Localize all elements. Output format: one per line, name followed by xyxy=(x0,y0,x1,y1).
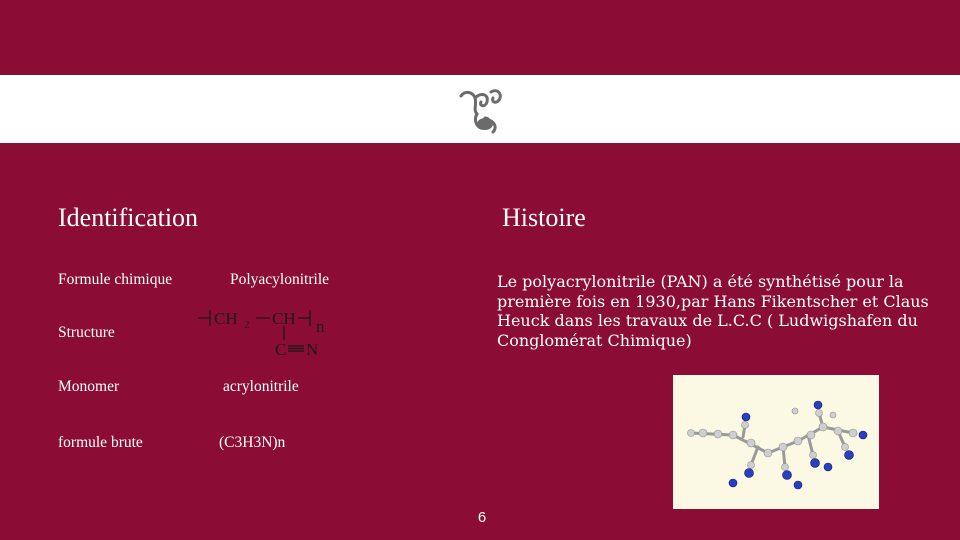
flourish-ornament-icon xyxy=(455,86,507,136)
top-band xyxy=(0,0,960,75)
monomer-value: acrylonitrile xyxy=(223,378,299,395)
chemical-formula-label: Formule chimique xyxy=(58,271,173,288)
structure-ch-text: CH xyxy=(272,309,296,328)
polymer-structure-formula xyxy=(196,302,346,362)
raw-formula-label: formule brute xyxy=(58,434,143,451)
structure-nitrogen-text: N xyxy=(306,340,319,359)
structure-label: Structure xyxy=(58,324,115,341)
structure-c-text: C xyxy=(275,340,287,359)
raw-formula-value: (C3H3N)n xyxy=(219,434,286,451)
monomer-label: Monomer xyxy=(58,378,120,395)
identification-heading: Identification xyxy=(58,203,199,232)
histoire-heading: Histoire xyxy=(502,203,586,232)
structure-n-text: n xyxy=(316,317,325,336)
history-paragraph: Le polyacrylonitrile (PAN) a été synthétisé pour la première fois en 1930,par Hans Fikentscher et Claus Heuck dans les travaux de L.C.C ( Ludwigshafen du Conglomérat Chimique) xyxy=(497,272,929,350)
structure-ch2-text: CH xyxy=(214,309,238,328)
page-number: 6 xyxy=(477,509,487,526)
structure-subscript-text: 2 xyxy=(244,319,250,331)
chemical-formula-value: Polyacylonitrile xyxy=(230,271,330,288)
molecule-3d-image xyxy=(673,375,879,509)
